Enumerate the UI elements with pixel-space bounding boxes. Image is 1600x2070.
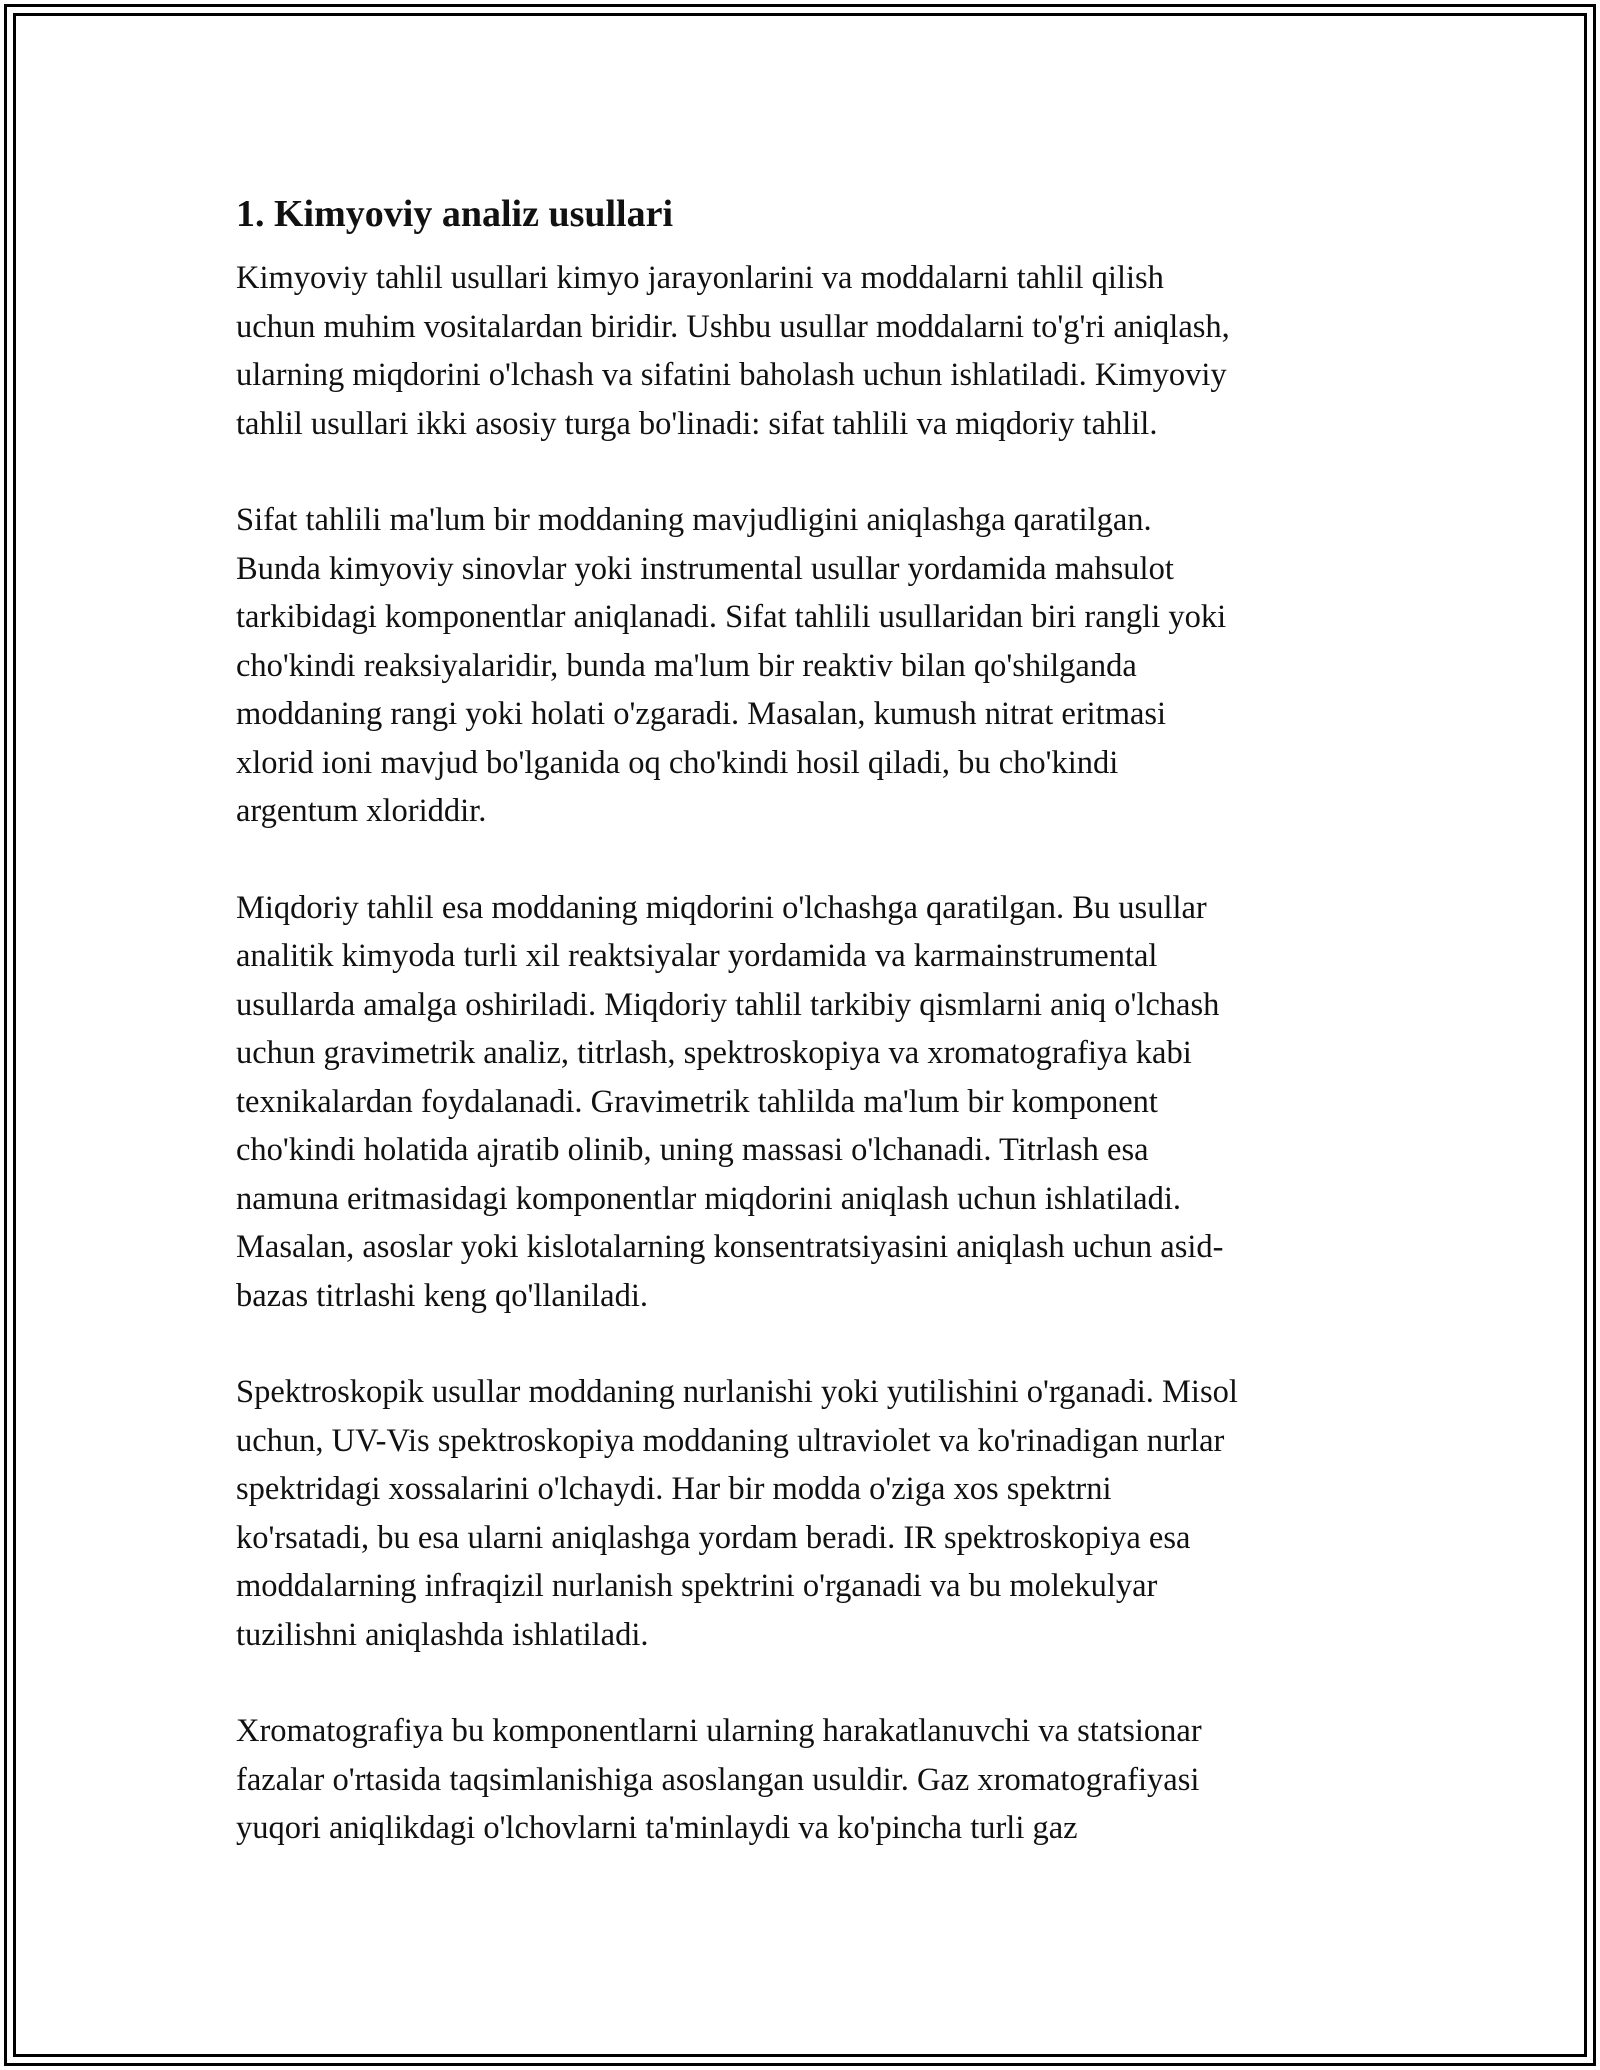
text-line: fazalar o'rtasida taqsimlanishiga asoslangan usuldir. Gaz xromatografiyasi — [236, 1761, 1200, 1798]
text-line: moddalarning infraqizil nurlanish spektrini o'rganadi va bu molekulyar — [236, 1568, 1158, 1604]
text-line: Sifat tahlili ma'lum bir moddaning mavjudligini aniqlashga qaratilgan. — [236, 502, 1152, 538]
text-line: uchun muhim vositalardan biridir. Ushbu usullar moddalarni to'g'ri aniqlash, — [236, 308, 1230, 345]
paragraph-qualitative — [236, 496, 1406, 836]
text-line: uchun gravimetrik analiz, titrlash, spektroskopiya va xromatografiya kabi — [236, 1035, 1192, 1071]
text-line: analitik kimyoda turli xil reaktsiyalar yordamida va karmainstrumental — [236, 938, 1158, 974]
text-line: xlorid ioni mavjud bo'lganida oq cho'kindi hosil qiladi, bu cho'kindi — [236, 744, 1119, 781]
text-line: Masalan, asoslar yoki kislotalarning konsentratsiyasini aniqlash uchun asid- — [236, 1229, 1224, 1265]
paragraph-chromatography — [236, 1707, 1406, 1853]
paragraph-quantitative — [236, 884, 1406, 1321]
text-line: usullarda amalga oshiriladi. Miqdoriy tahlil tarkibiy qismlarni aniq o'lchash — [236, 986, 1220, 1023]
text-line: Kimyoviy tahlil usullari kimyo jarayonlarini va moddalarni tahlil qilish — [236, 260, 1164, 296]
section-heading: 1. Kimyoviy analiz usullari — [236, 193, 674, 235]
text-line: yuqori aniqlikdagi o'lchovlarni ta'minlaydi va ko'pincha turli gaz — [236, 1810, 1078, 1846]
text-line: tuzilishni aniqlashda ishlatiladi. — [236, 1616, 649, 1653]
text-line: ularning miqdorini o'lchash va sifatini baholash uchun ishlatiladi. Kimyoviy — [236, 357, 1227, 393]
text-line: Miqdoriy tahlil esa moddaning miqdorini o'lchashga qaratilgan. Bu usullar — [236, 889, 1207, 926]
text-line: Bunda kimyoviy sinovlar yoki instrumental usullar yordamida mahsulot — [236, 550, 1174, 587]
text-line: Spektroskopik usullar moddaning nurlanishi yoki yutilishini o'rganadi. Misol — [236, 1374, 1238, 1410]
text-line: moddaning rangi yoki holati o'zgaradi. Masalan, kumush nitrat eritmasi — [236, 696, 1167, 732]
text-line: argentum xloriddir. — [236, 793, 487, 829]
text-line: cho'kindi holatida ajratib olinib, uning massasi o'lchanadi. Titrlash esa — [236, 1132, 1149, 1168]
text-line: cho'kindi reaksiyalaridir, bunda ma'lum bir reaktiv bilan qo'shilganda — [236, 647, 1137, 684]
text-line: namuna eritmasidagi komponentlar miqdorini aniqlash uchun ishlatiladi. — [236, 1180, 1182, 1217]
paragraph-spectroscopy — [236, 1368, 1406, 1659]
text-line: tarkibidagi komponentlar aniqlanadi. Sifat tahlili usullaridan biri rangli yoki — [236, 599, 1227, 635]
text-line: uchun, UV-Vis spektroskopiya moddaning ultraviolet va ko'rinadigan nurlar — [236, 1422, 1225, 1459]
document-body — [236, 186, 1406, 1901]
text-line: texnikalardan foydalanadi. Gravimetrik tahlilda ma'lum bir komponent — [236, 1083, 1158, 1120]
text-line: Xromatografiya bu komponentlarni ularning harakatlanuvchi va statsionar — [236, 1713, 1202, 1749]
text-line: ko'rsatadi, bu esa ularni aniqlashga yordam beradi. IR spektroskopiya esa — [236, 1519, 1191, 1556]
text-line: bazas titrlashi keng qo'llaniladi. — [236, 1277, 648, 1314]
text-line: tahlil usullari ikki asosiy turga bo'linadi: sifat tahlili va miqdoriy tahlil. — [236, 405, 1158, 442]
paragraph-intro — [236, 254, 1406, 448]
text-line: spektridagi xossalarini o'lchaydi. Har bir modda o'ziga xos spektrni — [236, 1471, 1112, 1507]
